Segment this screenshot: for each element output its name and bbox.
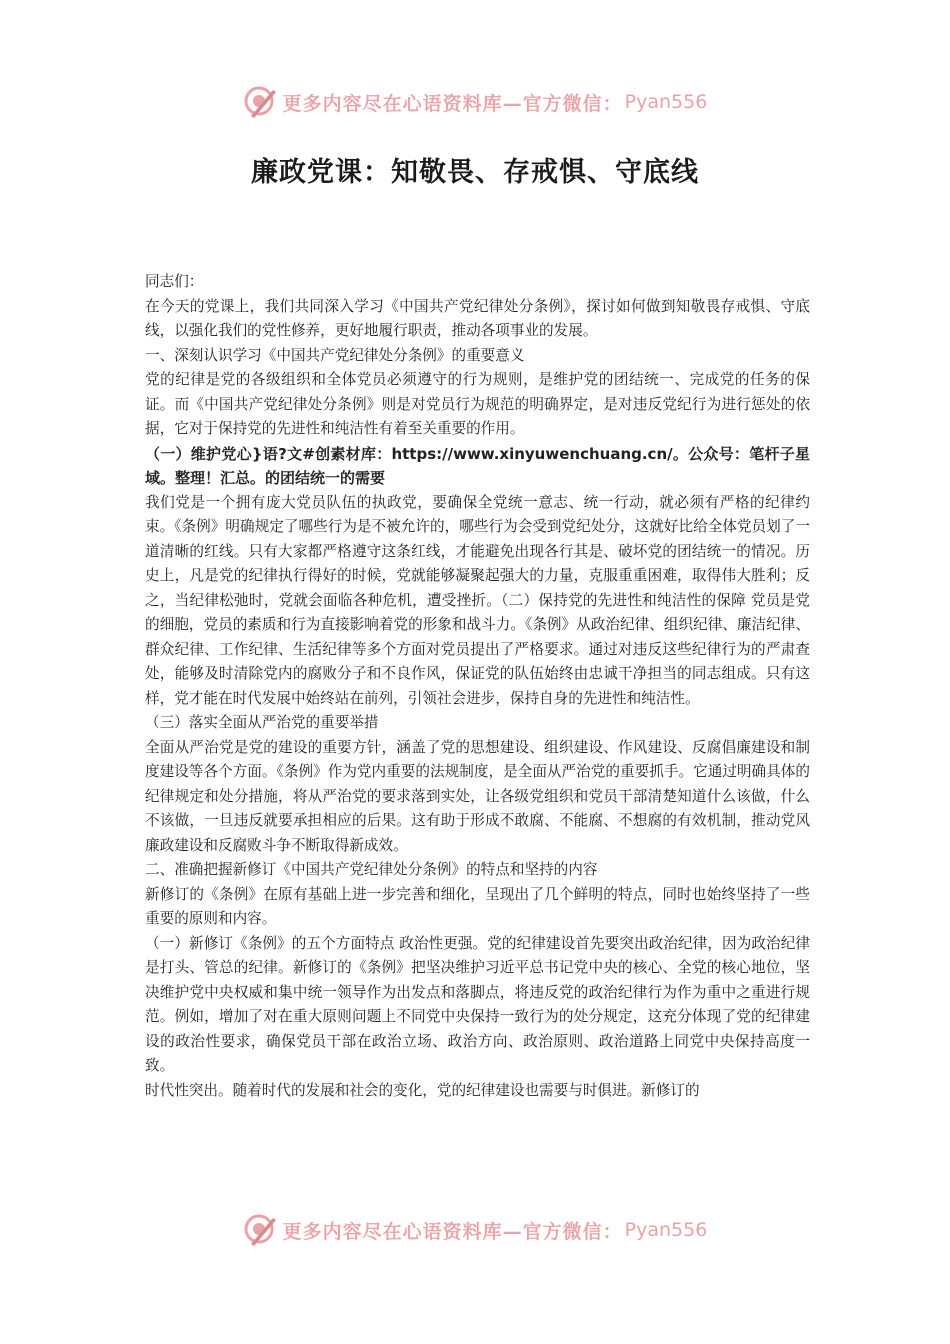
banner-text: 更多内容尽在心语资料库—官方微信： [282, 92, 623, 115]
paragraph: 新修订的《条例》在原有基础上进一步完善和细化，呈现出了几个鲜明的特点，同时也始终坚持了一些重要的原则和内容。 [145, 885, 810, 927]
paragraph: 时代性突出。随着时代的发展和社会的变化，党的纪律建设也需要与时俱进。新修订的 [145, 1081, 700, 1099]
banner-wechat-id: Pyan556 [624, 91, 708, 113]
pen-logo-icon [243, 1212, 279, 1248]
paragraph: （一）新修订《条例》的五个方面特点 政治性更强。党的纪律建设首先要突出政治纪律，因为政治纪律是打头、管总的纪律。新修订的《条例》把坚决维护习近平总书记党中央的核心、全党的核心地位，坚决维护党中央权威和集中统一领导作为出发点和落脚点，将违反党的政治纪律行为作为重中之重进行规范。例如，增加了对在重大原则问题上不同党中央保持一致行为的处分规定，这充分体现了党的纪律建设的政治性要求，确保党员干部在政治立场、政治方向、政治原则、政治道路上同党中央保持高度一致。 [145, 934, 810, 1074]
paragraph: 在今天的党课上，我们共同深入学习《中国共产党纪律处分条例》，探讨如何做到知敬畏存戒惧、守底线，以强化我们的党性修养，更好地履行职责，推动各项事业的发展。 [145, 297, 810, 339]
banner-wechat-id: Pyan556 [624, 1219, 708, 1241]
header-watermark-banner [0, 82, 950, 122]
paragraph: 全面从严治党是党的建设的重要方针，涵盖了党的思想建设、组织建设、作风建设、反腐倡廉建设和制度建设等各个方面。《条例》作为党内重要的法规制度，是全面从严治党的重要抓手。它通过明确具体的纪律规定和处分措施，将从严治党的要求落到实处，让各级党组织和党员干部清楚知道什么该做，什么不该做，一旦违反就要承担相应的后果。这有助于形成不敢腐、不能腐、不想腐的有效机制，推动党风廉政建设和反腐败斗争不断取得新成效。 [145, 738, 810, 854]
footer-watermark-banner [0, 1210, 950, 1250]
pen-logo-icon [243, 84, 279, 120]
paragraph: （三）落实全面从严治党的重要举措 [145, 714, 379, 731]
paragraph: 二、准确把握新修订《中国共产党纪律处分条例》的特点和坚持的内容 [145, 861, 598, 878]
document-body [145, 270, 810, 1103]
paragraph: 一、深刻认识学习《中国共产党纪律处分条例》的重要意义 [145, 346, 525, 364]
paragraph: 党的纪律是党的各级组织和全体党员必须遵守的行为规则，是维护党的团结统一、完成党的任务的保证。而《中国共产党纪律处分条例》则是对党员行为规范的明确界定，是对违反党纪行为进行惩处的依据，它对于保持党的先进性和纯洁性有着至关重要的作用。 [145, 371, 810, 437]
paragraph: （一）维护党心}语?文#创素材库：https://www.xinyuwenchuang.cn/。公众号：笔杆子星域。整理！汇总。的团结统一的需要 [145, 444, 810, 487]
page-title: 廉政党课：知敬畏、存戒惧、守底线 [251, 157, 699, 188]
paragraph: 我们党是一个拥有庞大党员队伍的执政党，要确保全党统一意志、统一行动，就必须有严格的纪律约束。《条例》明确规定了哪些行为是不被允许的，哪些行为会受到党纪处分，这就好比给全体党员划了一道清晰的红线。只有大家都严格遵守这条红线，才能避免出现各行其是、破坏党的团结统一的情况。历史上，凡是党的纪律执行得好的时候，党就能够凝聚起强大的力量，克服重重困难，取得伟大胜利；反之，当纪律松弛时，党就会面临各种危机，遭受挫折。（二）保持党的先进性和纯洁性的保障 党员是党的细胞，党员的素质和行为直接影响着党的形象和战斗力。《条例》从政治纪律、组织纪律、廉洁纪律、群众纪律、工作纪律、生活纪律等多个方面对党员提出了严格要求。通过对违反这些纪律行为的严肃查处，能够及时清除党内的腐败分子和不良作风，保证党的队伍始终由忠诚干净担当的同志组成。只有这样，党才能在时代发展中始终站在前列，引领社会进步，保持自身的先进性和纯洁性。 [145, 493, 810, 707]
paragraph: 同志们： [145, 273, 204, 290]
banner-text: 更多内容尽在心语资料库—官方微信： [282, 1220, 623, 1243]
